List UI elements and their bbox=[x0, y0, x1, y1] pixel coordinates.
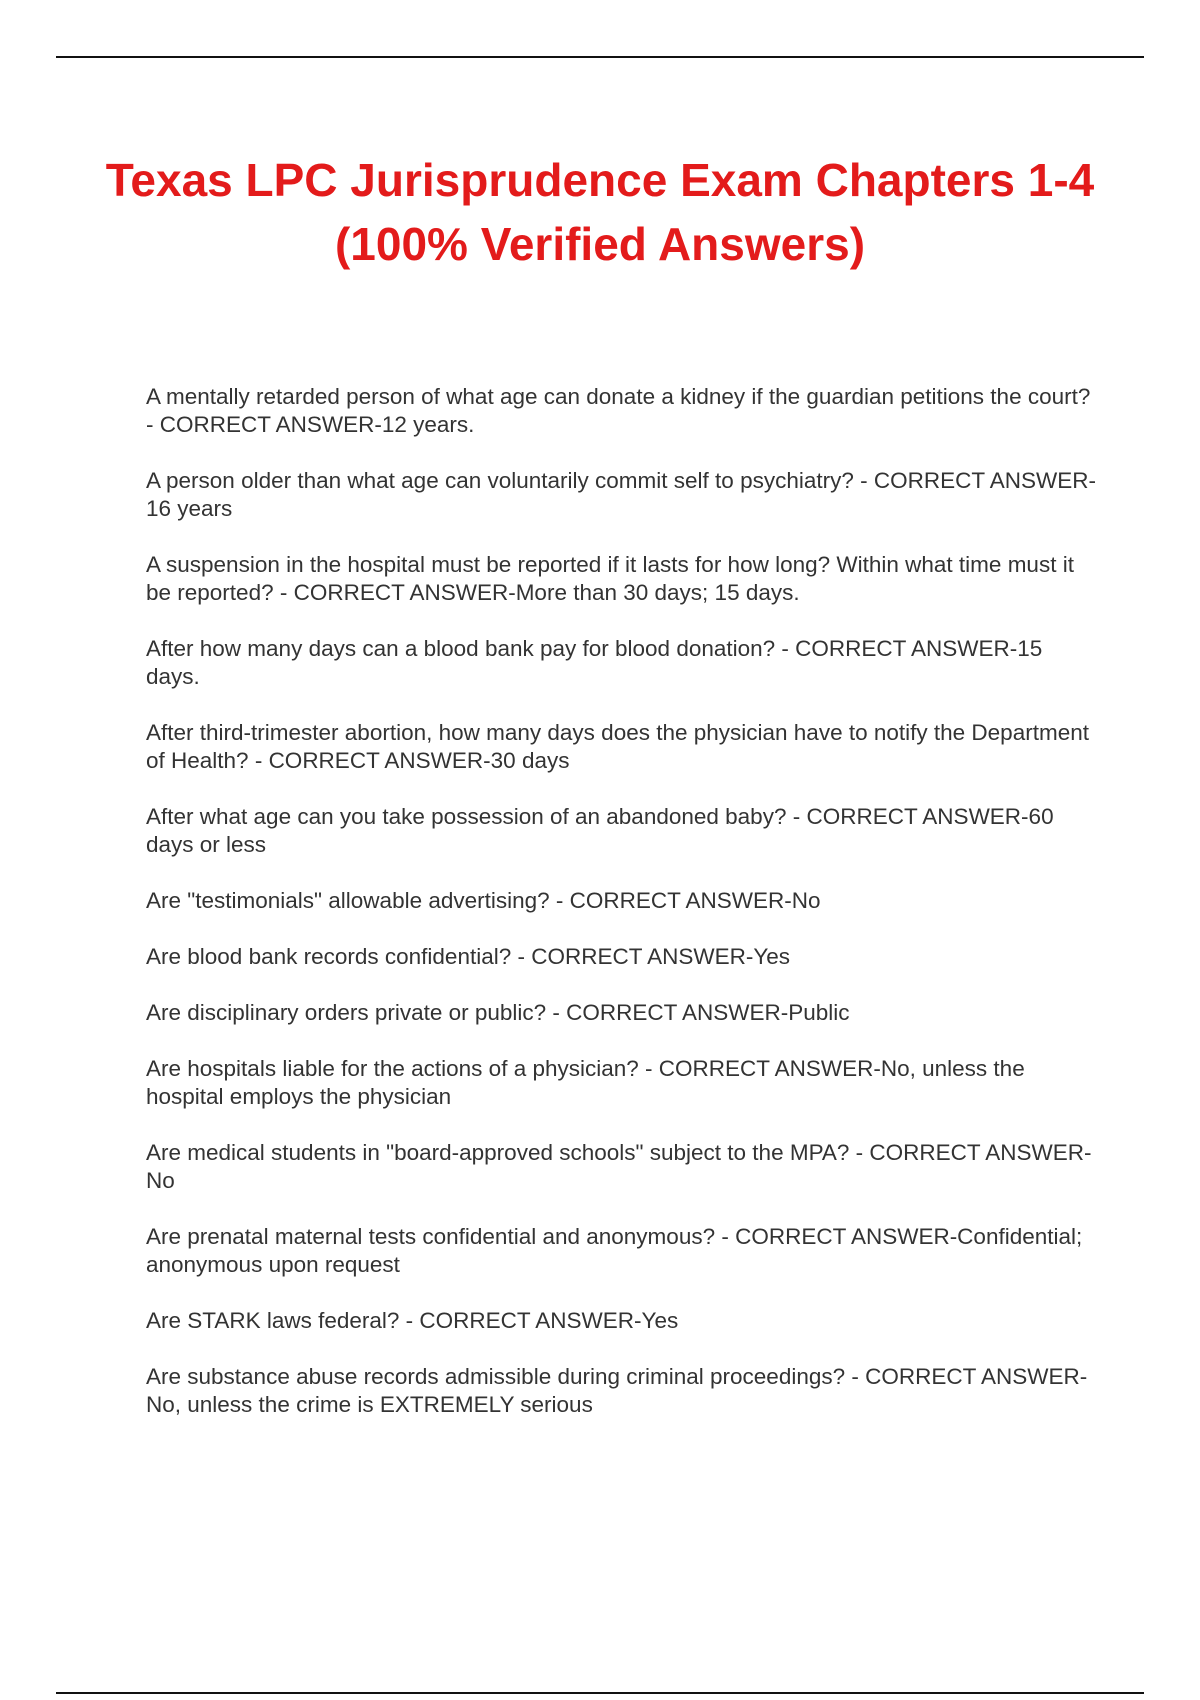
qa-item: A person older than what age can voluntarily commit self to psychiatry? - CORRECT ANSWER-16 years bbox=[146, 468, 1096, 521]
title-line-1: Texas LPC Jurisprudence Exam Chapters 1-4 bbox=[105, 154, 1095, 206]
qa-item: Are substance abuse records admissible during criminal proceedings? - CORRECT ANSWER-No, unless the crime is EXTREMELY serious bbox=[146, 1364, 1088, 1417]
qa-item: After what age can you take possession of an abandoned baby? - CORRECT ANSWER-60 days or less bbox=[146, 804, 1054, 857]
qa-item: Are STARK laws federal? - CORRECT ANSWER-Yes bbox=[146, 1308, 679, 1333]
top-rule bbox=[56, 56, 1144, 58]
qa-item: A suspension in the hospital must be reported if it lasts for how long? Within what time must it be reported? - CORRECT ANSWER-More than 30 days; 15 days. bbox=[146, 552, 1074, 605]
bottom-rule bbox=[56, 1692, 1144, 1694]
qa-item: After third-trimester abortion, how many days does the physician have to notify the Department of Health? - CORRECT ANSWER-30 days bbox=[146, 720, 1089, 773]
qa-item: Are disciplinary orders private or public? - CORRECT ANSWER-Public bbox=[146, 1000, 850, 1025]
qa-item: Are "testimonials" allowable advertising? - CORRECT ANSWER-No bbox=[146, 888, 821, 913]
qa-item: After how many days can a blood bank pay for blood donation? - CORRECT ANSWER-15 days. bbox=[146, 636, 1043, 689]
qa-item: A mentally retarded person of what age can donate a kidney if the guardian petitions the court? - CORRECT ANSWER-12 years. bbox=[146, 384, 1091, 437]
qa-item: Are hospitals liable for the actions of a physician? - CORRECT ANSWER-No, unless the hospital employs the physician bbox=[146, 1056, 1025, 1109]
qa-item: Are medical students in "board-approved schools" subject to the MPA? - CORRECT ANSWER-No bbox=[146, 1140, 1092, 1193]
title-line-2: (100% Verified Answers) bbox=[334, 218, 866, 270]
qa-item: Are blood bank records confidential? - CORRECT ANSWER-Yes bbox=[146, 944, 791, 969]
qa-list bbox=[146, 383, 1096, 1447]
document-title bbox=[100, 148, 1100, 276]
qa-item: Are prenatal maternal tests confidential and anonymous? - CORRECT ANSWER-Confidential; anonymous upon request bbox=[146, 1224, 1083, 1277]
